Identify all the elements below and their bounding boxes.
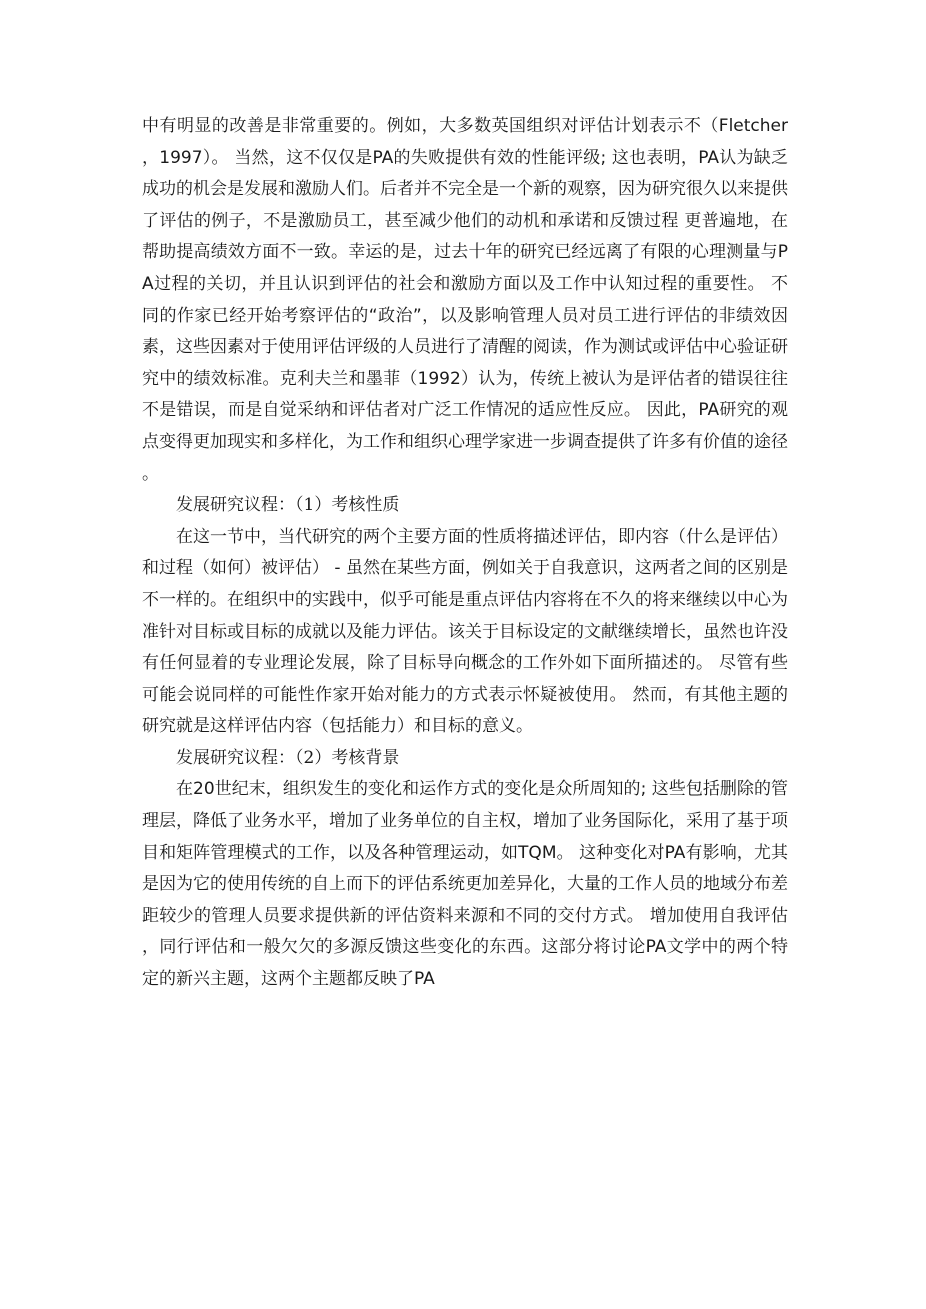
section-heading-appraisal-nature: 发展研究议程：（1）考核性质 (176, 495, 400, 516)
paragraph-appraisal-politics: 中有明显的改善是非常重要的。例如，大多数英国组织对评估计划表示不（Fletcher，1997）。 当然，这不仅仅是PA的失败提供有效的性能评级; 这也表明，PA认为缺乏成功的机会是发展和激励人们。后者并不完全是一个新的观察，因为研究很久以来提供了评估的例子，不是激励员工，甚至减少他们的动机和承诺和反馈过程 更普遍地，在帮助提高绩效方面不一致。幸运的是，过去十年的研究已经远离了有限的心理测量与PA过程的关切，并且认识到评估的社会和激励方面以及工作中认知过程的重要性。 不同的作家已经开始考察评估的“政治”，以及影响管理人员对员工进行评估的非绩效因素，这些因素对于使用评估评级的人员进行了清醒的阅读，作为测试或评估中心验证研究中的绩效标准。克利夫兰和墨菲（1992）认为，传统上被认为是评估者的错误往往不是错误，而是自觉采纳和评估者对广泛工作情况的适应性反应。 因此，PA研究的观点变得更加现实和多样化，为工作和组织心理学家进一步调查提供了许多有价值的途径。 (142, 116, 788, 484)
section-heading-appraisal-context: 发展研究议程：（2）考核背景 (176, 747, 400, 768)
paragraph-appraisal-content-process: 在这一节中，当代研究的两个主要方面的性质将描述评估，即内容（什么是评估）和过程（如何）被评估） - 虽然在某些方面，例如关于自我意识，这两者之间的区别是不一样的。在组织中的实践中，似乎可能是重点评估内容将在不久的将来继续以中心为准针对目标或目标的成就以及能力评估。该关于目标设定的文献继续增长，虽然也许没有任何显着的专业理论发展，除了目标导向概念的工作外如下面所描述的。 尽管有些可能会说同样的可能性作家开始对能力的方式表示怀疑被使用。 然而，有其他主题的研究就是这样评估内容（包括能力）和目标的意义。 (142, 526, 788, 737)
paragraph-organizational-change: 在20世纪末，组织发生的变化和运作方式的变化是众所周知的; 这些包括删除的管理层，降低了业务水平，增加了业务单位的自主权，增加了业务国际化，采用了基于项目和矩阵管理模式的工作，以及各种管理运动，如TQM。 这种变化对PA有影响，尤其是因为它的使用传统的自上而下的评估系统更加差异化，大量的工作人员的地域分布差距较少的管理人员要求提供新的评估资料来源和不同的交付方式。 增加使用自我评估，同行评估和一般欠欠的多源反馈这些变化的东西。这部分将讨论PA文学中的两个特定的新兴主题，这两个主题都反映了PA (142, 779, 788, 990)
document-body (142, 111, 788, 996)
